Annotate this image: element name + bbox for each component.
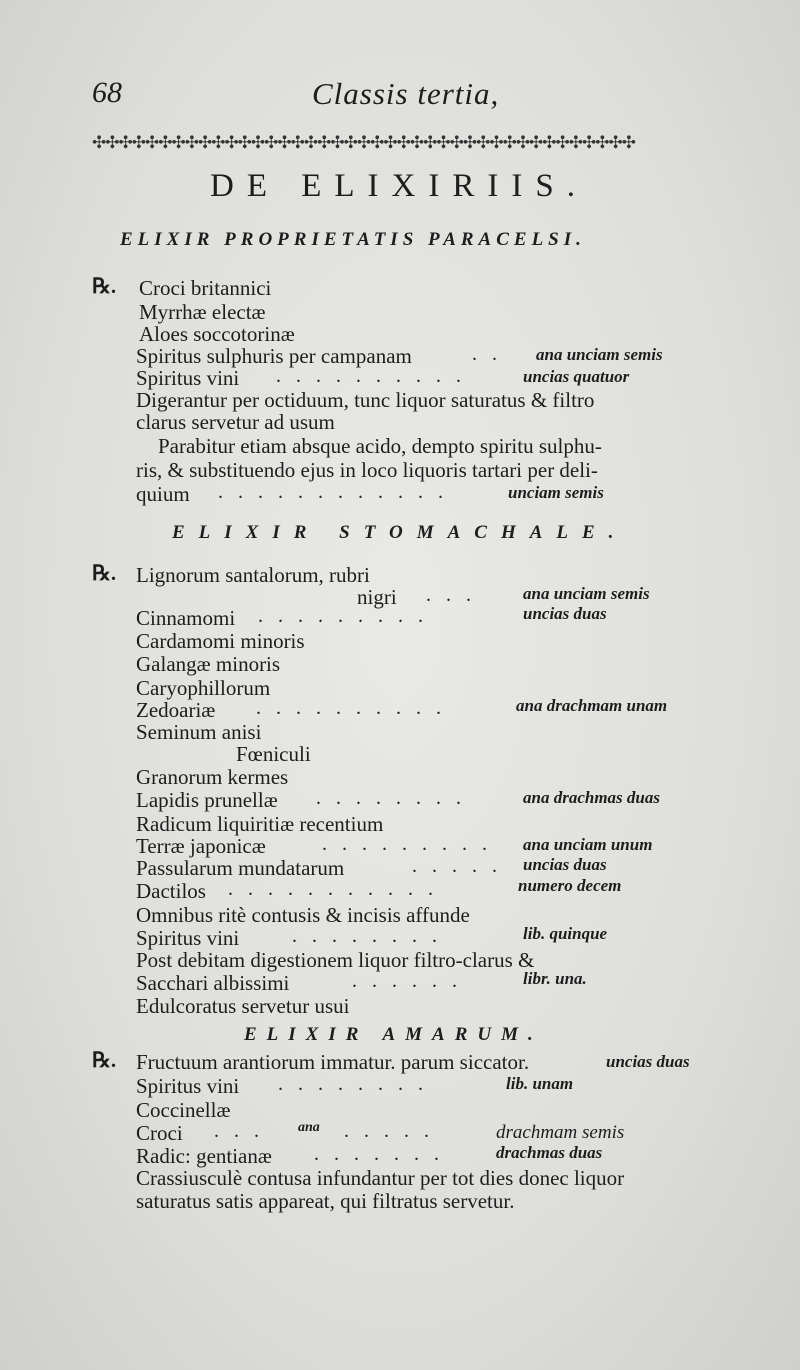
ingredient-line: Coccinellæ	[136, 1098, 231, 1122]
ingredient-line: Croci	[136, 1121, 183, 1145]
leader-dots: . . . . . . . . . .	[276, 365, 466, 387]
dose-text: lib. unam	[506, 1074, 574, 1093]
leader-dots: . . . . . . . .	[278, 1073, 428, 1095]
ingredient-line: Caryophillorum	[136, 676, 271, 700]
recipe-symbol: ℞.	[92, 561, 117, 585]
ingredient-line: Dactilos	[136, 879, 206, 903]
dose-text: drachmam semis	[496, 1122, 625, 1143]
dose-text: numero decem	[518, 876, 622, 895]
leader-dots: . . . . . .	[352, 970, 462, 992]
dose-text: ana unciam unum	[523, 835, 653, 854]
ingredient-line: Zedoariæ	[136, 698, 216, 722]
dose-text: drachmas duas	[496, 1143, 603, 1162]
ingredient-line: Aloes soccotorinæ	[139, 322, 295, 346]
ingredient-line: Radicum liquiritiæ recentium	[136, 812, 384, 836]
dose-text: lib. quinque	[523, 924, 608, 943]
leader-dots: . . . . . . .	[314, 1143, 444, 1165]
page-number: 68	[92, 76, 122, 109]
ingredient-line: Spiritus vini	[136, 1074, 240, 1098]
ingredient-line: Galangæ minoris	[136, 652, 281, 676]
leader-dots: . . . . . . . . .	[322, 833, 492, 855]
ingredient-line: Spiritus vini	[136, 926, 240, 950]
ingredient-line: Terræ japonicæ	[136, 834, 266, 858]
dose-text: ana	[298, 1120, 320, 1135]
ingredient-line: Fœniculi	[236, 742, 311, 766]
dose-text: ana drachmam unam	[516, 696, 668, 715]
dose-text: libr. una.	[523, 969, 587, 988]
leader-dots: . . . . . . . . . . .	[228, 878, 438, 900]
text-line: Parabitur etiam absque acido, dempto spiritu sulphu-	[158, 434, 602, 458]
dose-text: uncias duas	[523, 855, 607, 874]
recipe-symbol: ℞.	[92, 274, 117, 298]
text-line: Crassiusculè contusa infundantur per tot dies donec liquor	[136, 1166, 625, 1190]
text-line: Digerantur per octiduum, tunc liquor saturatus & filtro	[136, 388, 595, 412]
ingredient-line: Radic: gentianæ	[136, 1144, 272, 1168]
dose-text: ana drachmas duas	[523, 788, 660, 807]
text-line: clarus servetur ad usum	[136, 410, 335, 434]
ingredient-line: Seminum anisi	[136, 720, 262, 744]
ingredient-line: Fructuum arantiorum immatur. parum siccator.	[136, 1050, 530, 1074]
ingredient-line: Croci britannici	[139, 276, 272, 300]
ingredient-line: Passularum mundatarum	[136, 856, 345, 880]
leader-dots: . . . . . . . . .	[258, 605, 428, 627]
ingredient-line: Granorum kermes	[136, 765, 289, 789]
leader-dots: . . . . .	[412, 855, 502, 877]
section-heading-proprietatis: ELIXIR PROPRIETATIS PARACELSI.	[120, 229, 586, 250]
recipe-symbol: ℞.	[92, 1048, 117, 1072]
leader-dots: . . . . . . . . . . . .	[218, 481, 448, 503]
leader-dots: . . . . . . . .	[292, 925, 442, 947]
ingredient-line: Lapidis prunellæ	[136, 788, 278, 812]
dose-text: ana unciam semis	[536, 345, 663, 364]
section-heading-stomachale: ELIXIR STOMACHALE.	[172, 522, 628, 543]
ingredient-line: Spiritus vini	[136, 366, 240, 390]
leader-dots: . . . . .	[344, 1120, 434, 1142]
ingredient-line: Spiritus sulphuris per campanam	[136, 344, 412, 368]
text-line: quium	[136, 482, 190, 506]
text-line: Omnibus ritè contusis & incisis affunde	[136, 903, 470, 927]
text-line: Edulcoratus servetur usui	[136, 994, 350, 1018]
dose-text: ana unciam semis	[523, 584, 650, 603]
ingredient-line: Lignorum santalorum, rubri	[136, 563, 370, 587]
leader-dots: . .	[472, 343, 502, 365]
text-line: saturatus satis appareat, qui filtratus servetur.	[136, 1189, 515, 1213]
dose-text: uncias quatuor	[523, 367, 630, 386]
leader-dots: . . .	[214, 1120, 264, 1142]
ingredient-line: Cinnamomi	[136, 606, 236, 630]
chapter-title: DE ELIXIRIIS.	[210, 168, 588, 204]
ornament-rule: ✣✣✣✣✣✣✣✣✣✣✣✣✣✣✣✣✣✣✣✣✣✣✣✣✣✣✣✣✣✣✣✣✣✣✣✣✣✣✣✣✣	[92, 133, 636, 152]
running-title: Classis tertia,	[312, 76, 500, 111]
text-line: Post debitam digestionem liquor filtro-clarus &	[136, 948, 535, 972]
dose-text: unciam semis	[508, 483, 604, 502]
dose-text: uncias duas	[606, 1052, 690, 1071]
ingredient-line: Cardamomi minoris	[136, 629, 305, 653]
ingredient-line: nigri	[357, 585, 397, 609]
leader-dots: . . . . . . . .	[316, 787, 466, 809]
leader-dots: . . .	[426, 584, 476, 606]
dose-text: uncias duas	[523, 604, 607, 623]
ingredient-line: Myrrhæ electæ	[139, 300, 266, 324]
ingredient-line: Sacchari albissimi	[136, 971, 290, 995]
section-heading-amarum: ELIXIR AMARUM.	[244, 1024, 543, 1045]
text-line: ris, & substituendo ejus in loco liquoris tartari per deli-	[136, 458, 598, 482]
leader-dots: . . . . . . . . . .	[256, 697, 446, 719]
